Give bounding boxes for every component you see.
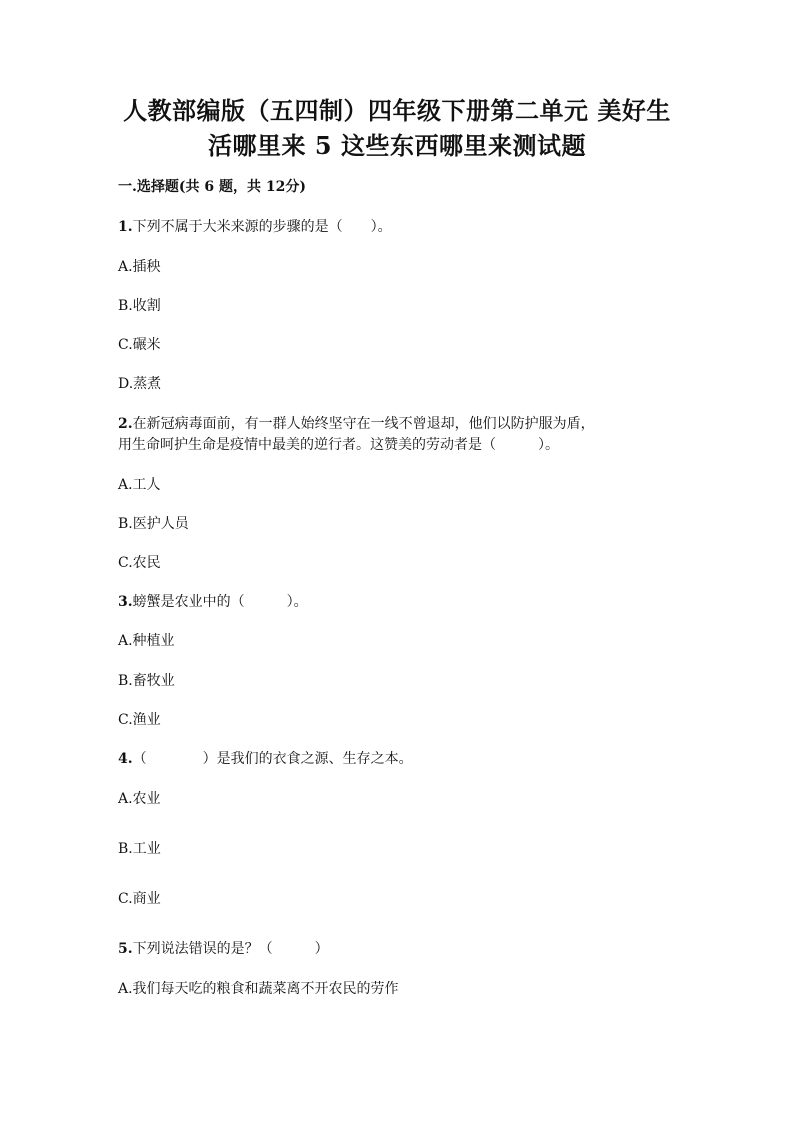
question-3-stem <box>118 592 308 612</box>
question-1-option-b: B.收割 <box>118 298 161 314</box>
question-1-option-a: A.插秧 <box>118 259 161 275</box>
question-3-option-b: B.畜牧业 <box>118 673 175 689</box>
question-text: 螃蟹是农业中的（ ）。 <box>132 594 308 610</box>
question-5-option-a: A.我们每天吃的粮食和蔬菜离不开农民的劳作 <box>118 981 399 997</box>
question-4-option-a: A.农业 <box>118 791 161 807</box>
question-text: 下列说法错误的是？（ ） <box>132 941 329 957</box>
question-4-stem <box>118 749 413 769</box>
question-4-option-b: B.工业 <box>118 841 161 857</box>
question-1-option-d: D.蒸煮 <box>118 376 162 392</box>
question-2-option-c: C.农民 <box>118 555 161 571</box>
question-2-stem <box>118 414 595 434</box>
question-number: 4. <box>118 751 133 767</box>
question-5-stem <box>118 939 329 959</box>
question-number: 2. <box>118 416 133 432</box>
section-heading: 一.选择题(共 6 题，共 12分) <box>118 179 306 195</box>
question-text: 在新冠病毒面前，有一群人始终坚守在一线不曾退却，他们以防护服为盾， <box>132 416 595 432</box>
question-1-stem <box>118 217 392 237</box>
document-title-line-1: 人教部编版（五四制）四年级下册第二单元 美好生 <box>123 96 671 125</box>
question-number: 1. <box>118 219 133 235</box>
question-text: 下列不属于大米来源的步骤的是（ ）。 <box>132 219 392 235</box>
question-3-option-a: A.种植业 <box>118 633 175 649</box>
question-2-option-b: B.医护人员 <box>118 516 189 532</box>
question-2-stem-line-2: 用生命呵护生命是疫情中最美的逆行者。这赞美的劳动者是（ ）。 <box>118 437 559 453</box>
question-1-option-c: C.碾米 <box>118 337 161 353</box>
question-3-option-c: C.渔业 <box>118 712 161 728</box>
question-2-option-a: A.工人 <box>118 477 161 493</box>
question-text: （ ）是我们的衣食之源、生存之本。 <box>132 751 413 767</box>
question-number: 5. <box>118 941 133 957</box>
document-title-line-2: 活哪里来 5 这些东西哪里来测试题 <box>208 131 586 160</box>
question-4-option-c: C.商业 <box>118 891 161 907</box>
question-number: 3. <box>118 594 133 610</box>
